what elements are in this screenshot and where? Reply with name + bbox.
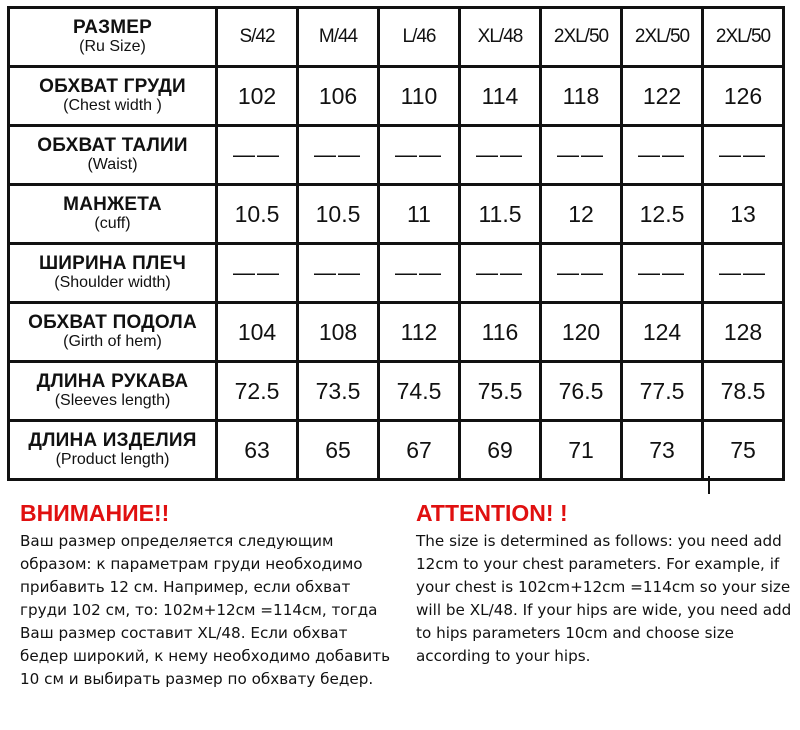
row-subtitle: (Girth of hem) xyxy=(63,333,162,350)
table-cell: 122 xyxy=(622,67,703,126)
table-cell: 75.5 xyxy=(460,362,541,421)
table-cell: 73.5 xyxy=(298,362,379,421)
table-cell: —— xyxy=(379,126,460,185)
row-title: ДЛИНА РУКАВА xyxy=(36,371,189,392)
table-cell: 75 xyxy=(703,421,784,480)
table-cell: 71 xyxy=(541,421,622,480)
table-cell: 69 xyxy=(460,421,541,480)
row-subtitle: (Waist) xyxy=(87,156,138,173)
size-label: 2XL/50 xyxy=(703,8,784,67)
table-cell: —— xyxy=(298,126,379,185)
size-chart-table xyxy=(7,6,785,481)
size-header-row xyxy=(9,8,784,67)
row-subtitle: (Chest width ) xyxy=(63,97,162,114)
table-cell: —— xyxy=(622,244,703,303)
table-cell: —— xyxy=(298,244,379,303)
notice-en-title: ATTENTION! ! xyxy=(416,500,568,526)
table-cell: 67 xyxy=(379,421,460,480)
shoulder-row xyxy=(9,244,784,303)
table-cell: —— xyxy=(541,126,622,185)
table-cell: 77.5 xyxy=(622,362,703,421)
length-row-header xyxy=(9,421,217,480)
table-cell: 78.5 xyxy=(703,362,784,421)
size-label: 2XL/50 xyxy=(622,8,703,67)
row-subtitle: (Product length) xyxy=(55,451,170,468)
table-cell: 124 xyxy=(622,303,703,362)
table-cell: 72.5 xyxy=(217,362,298,421)
waist-row xyxy=(9,126,784,185)
length-row xyxy=(9,421,784,480)
table-cell: 112 xyxy=(379,303,460,362)
table-divider-tick xyxy=(708,476,710,494)
row-title: ДЛИНА ИЗДЕЛИЯ xyxy=(28,430,197,451)
shoulder-row-header xyxy=(9,244,217,303)
cuff-row xyxy=(9,185,784,244)
row-title: ОБХВАТ ГРУДИ xyxy=(39,76,186,97)
size-label: XL/48 xyxy=(460,8,541,67)
table-cell: 65 xyxy=(298,421,379,480)
table-cell: 11 xyxy=(379,185,460,244)
table-cell: —— xyxy=(460,244,541,303)
row-title: МАНЖЕТА xyxy=(63,194,162,215)
row-title: ОБХВАТ ПОДОЛА xyxy=(28,312,197,333)
table-cell: 128 xyxy=(703,303,784,362)
row-title: ОБХВАТ ТАЛИИ xyxy=(37,135,188,156)
sleeve-row xyxy=(9,362,784,421)
table-cell: —— xyxy=(703,244,784,303)
table-cell: 116 xyxy=(460,303,541,362)
table-cell: —— xyxy=(622,126,703,185)
table-cell: 102 xyxy=(217,67,298,126)
chest-row xyxy=(9,67,784,126)
cuff-row-header xyxy=(9,185,217,244)
row-title: ШИРИНА ПЛЕЧ xyxy=(38,253,186,274)
table-cell: —— xyxy=(541,244,622,303)
row-subtitle: (Sleeves length) xyxy=(54,392,171,409)
table-cell: —— xyxy=(217,126,298,185)
table-cell: 104 xyxy=(217,303,298,362)
table-cell: 11.5 xyxy=(460,185,541,244)
table-cell: —— xyxy=(460,126,541,185)
table-cell: 74.5 xyxy=(379,362,460,421)
row-subtitle: (Shoulder width) xyxy=(54,274,171,291)
size-label: M/44 xyxy=(298,8,379,67)
table-cell: —— xyxy=(217,244,298,303)
notice-ru-body: Ваш размер определяется следующим образом: к параметрам груди необходимо прибавить 12 см. Например, если обхват груди 102 см, то: 102м+12см =114см, тогда Ваш размер составит XL/48. Если обхват бедер широкий, к нему необходимо добавить 10 см и выбирать размер по обхвату бедер. xyxy=(20,532,391,688)
table-cell: 120 xyxy=(541,303,622,362)
notice-english xyxy=(416,498,800,668)
table-cell: 118 xyxy=(541,67,622,126)
table-cell: 76.5 xyxy=(541,362,622,421)
size-label: 2XL/50 xyxy=(541,8,622,67)
table-cell: 12.5 xyxy=(622,185,703,244)
table-cell: —— xyxy=(379,244,460,303)
table-cell: 110 xyxy=(379,67,460,126)
table-cell: 126 xyxy=(703,67,784,126)
size-label: S/42 xyxy=(217,8,298,67)
table-cell: —— xyxy=(703,126,784,185)
table-cell: 106 xyxy=(298,67,379,126)
hem-row xyxy=(9,303,784,362)
table-cell: 12 xyxy=(541,185,622,244)
table-cell: 73 xyxy=(622,421,703,480)
chest-row-header xyxy=(9,67,217,126)
table-cell: 114 xyxy=(460,67,541,126)
notice-ru-title: ВНИМАНИЕ!! xyxy=(20,500,170,526)
table-cell: 108 xyxy=(298,303,379,362)
sleeve-row-header xyxy=(9,362,217,421)
table-cell: 10.5 xyxy=(298,185,379,244)
notice-en-body: The size is determined as follows: you need add 12cm to your chest parameters. For example, if your chest is 102cm+12cm =114cm so your size will be XL/48. If your hips are wide, you need add to hips parameters 10cm and choose size according to your hips. xyxy=(416,532,792,665)
table-cell: 13 xyxy=(703,185,784,244)
waist-row-header xyxy=(9,126,217,185)
table-cell: 63 xyxy=(217,421,298,480)
size-header-title: РАЗМЕР xyxy=(73,17,152,38)
size-header-cell xyxy=(9,8,217,67)
hem-row-header xyxy=(9,303,217,362)
table-cell: 10.5 xyxy=(217,185,298,244)
size-header-subtitle: (Ru Size) xyxy=(79,38,146,55)
size-label: L/46 xyxy=(379,8,460,67)
row-subtitle: (cuff) xyxy=(94,215,131,232)
notice-russian xyxy=(20,498,400,691)
